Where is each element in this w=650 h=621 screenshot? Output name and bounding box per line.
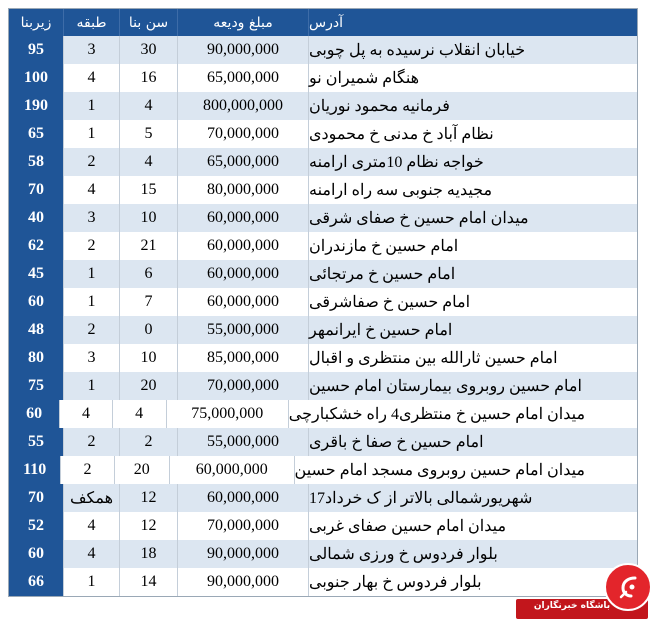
cell-age: 18 — [119, 540, 177, 568]
cell-deposit: 60,000,000 — [177, 232, 308, 260]
cell-deposit: 60,000,000 — [177, 204, 308, 232]
cell-age: 12 — [119, 484, 177, 512]
cell-deposit: 60,000,000 — [177, 288, 308, 316]
cell-floor: 3 — [63, 36, 119, 64]
cell-floor: 1 — [63, 92, 119, 120]
cell-floor: 4 — [63, 64, 119, 92]
cell-deposit: 70,000,000 — [177, 512, 308, 540]
cell-area: 190 — [9, 92, 63, 120]
cell-floor: همکف — [63, 484, 119, 512]
table-row — [9, 36, 637, 64]
cell-deposit: 65,000,000 — [177, 148, 308, 176]
cell-deposit: 55,000,000 — [177, 428, 308, 456]
cell-deposit: 65,000,000 — [177, 64, 308, 92]
cell-area: 60 — [9, 400, 59, 428]
cell-area: 40 — [9, 204, 63, 232]
cell-area: 48 — [9, 316, 63, 344]
cell-address: بلوار فردوس خ بهار جنوبی — [308, 568, 637, 596]
cell-address: میدان امام حسین خ صفای شرقی — [308, 204, 637, 232]
cell-area: 70 — [9, 484, 63, 512]
cell-age: 0 — [119, 316, 177, 344]
cell-age: 10 — [119, 204, 177, 232]
cell-deposit: 70,000,000 — [177, 120, 308, 148]
cell-age: 12 — [119, 512, 177, 540]
cell-area: 65 — [9, 120, 63, 148]
cell-floor: 1 — [63, 372, 119, 400]
table-row — [9, 260, 637, 288]
cell-area: 80 — [9, 344, 63, 372]
cell-area: 70 — [9, 176, 63, 204]
header-age: سن بنا — [119, 9, 177, 36]
cell-age: 21 — [119, 232, 177, 260]
table-row — [9, 148, 637, 176]
cell-deposit: 90,000,000 — [177, 568, 308, 596]
cell-floor: 3 — [63, 344, 119, 372]
cell-deposit: 90,000,000 — [177, 36, 308, 64]
cell-address: نظام آباد خ مدنی خ محمودی — [308, 120, 637, 148]
cell-area: 62 — [9, 232, 63, 260]
cell-address: بلوار فردوس خ ورزی شمالی — [308, 540, 637, 568]
cell-address: امام حسین خ مازندران — [308, 232, 637, 260]
cell-address: میدان امام حسین روبروی مسجد امام حسین — [294, 456, 637, 484]
cell-area: 66 — [9, 568, 63, 596]
cell-floor: 1 — [63, 568, 119, 596]
table-body — [9, 36, 637, 596]
cell-deposit: 90,000,000 — [177, 540, 308, 568]
header-floor: طبقه — [63, 9, 119, 36]
cell-deposit: 85,000,000 — [177, 344, 308, 372]
cell-area: 52 — [9, 512, 63, 540]
cell-deposit: 75,000,000 — [166, 400, 288, 428]
header-deposit: مبلغ ودیعه — [177, 9, 308, 36]
cell-floor: 2 — [63, 316, 119, 344]
cell-address: امام حسین خ مرتجائی — [308, 260, 637, 288]
table-row — [9, 428, 637, 456]
cell-age: 30 — [119, 36, 177, 64]
table-row — [9, 120, 637, 148]
table-row — [9, 484, 637, 512]
listing-table — [8, 8, 638, 597]
cell-age: 4 — [119, 92, 177, 120]
cell-floor: 2 — [63, 148, 119, 176]
cell-floor: 4 — [63, 512, 119, 540]
cell-area: 110 — [9, 456, 60, 484]
cell-address: امام حسین ثارالله بین منتظری و اقبال — [308, 344, 637, 372]
cell-address: شهریورشمالی بالاتر از ک خرداد17 — [308, 484, 637, 512]
cell-floor: 1 — [63, 120, 119, 148]
table-row — [9, 176, 637, 204]
cell-age: 7 — [119, 288, 177, 316]
cell-age: 20 — [114, 456, 169, 484]
cell-deposit: 60,000,000 — [177, 260, 308, 288]
cell-age: 15 — [119, 176, 177, 204]
cell-age: 10 — [119, 344, 177, 372]
cell-floor: 4 — [59, 400, 111, 428]
logo-text: باشگاه خبرنگاران — [533, 601, 611, 611]
table-row — [9, 204, 637, 232]
cell-address: امام حسین روبروی بیمارستان امام حسین — [308, 372, 637, 400]
cell-floor: 4 — [63, 176, 119, 204]
table-row — [9, 64, 637, 92]
cell-deposit: 60,000,000 — [177, 484, 308, 512]
cell-floor: 2 — [60, 456, 113, 484]
table-row — [9, 288, 637, 316]
header-address: آدرس — [308, 9, 637, 36]
table-row — [9, 92, 637, 120]
cell-floor: 2 — [63, 232, 119, 260]
cell-deposit: 80,000,000 — [177, 176, 308, 204]
cell-age: 4 — [112, 400, 166, 428]
cell-address: امام حسین خ صفاشرقی — [308, 288, 637, 316]
cell-age: 5 — [119, 120, 177, 148]
cell-area: 95 — [9, 36, 63, 64]
table-header — [9, 9, 637, 36]
cell-address: خواجه نظام 10متری ارامنه — [308, 148, 637, 176]
cell-address: امام حسین خ ایرانمهر — [308, 316, 637, 344]
table-row — [9, 400, 637, 428]
table-row — [9, 512, 637, 540]
cell-area: 58 — [9, 148, 63, 176]
cell-floor: 3 — [63, 204, 119, 232]
cell-age: 6 — [119, 260, 177, 288]
site-logo — [516, 563, 648, 619]
cell-floor: 1 — [63, 288, 119, 316]
cell-address: مجیدیه جنوبی سه راه ارامنه — [308, 176, 637, 204]
cell-area: 60 — [9, 540, 63, 568]
cell-address: امام حسین خ صفا خ باقری — [308, 428, 637, 456]
table-row — [9, 316, 637, 344]
cell-age: 4 — [119, 148, 177, 176]
cell-deposit: 55,000,000 — [177, 316, 308, 344]
cell-age: 2 — [119, 428, 177, 456]
cell-age: 14 — [119, 568, 177, 596]
cell-area: 45 — [9, 260, 63, 288]
cell-area: 75 — [9, 372, 63, 400]
cell-address: خیابان انقلاب نرسیده به پل چوبی — [308, 36, 637, 64]
cell-deposit: 60,000,000 — [169, 456, 294, 484]
cell-floor: 4 — [63, 540, 119, 568]
cell-floor: 2 — [63, 428, 119, 456]
cell-address: میدان امام حسین صفای غربی — [308, 512, 637, 540]
cell-area: 55 — [9, 428, 63, 456]
table-row — [9, 344, 637, 372]
jam-logo-icon — [604, 563, 650, 611]
header-area: زیربنا — [20, 14, 52, 31]
cell-address: میدان امام حسین خ منتظری4 راه خشکبارچی — [288, 400, 637, 428]
table-row — [9, 372, 637, 400]
cell-age: 16 — [119, 64, 177, 92]
cell-age: 20 — [119, 372, 177, 400]
cell-deposit: 800,000,000 — [177, 92, 308, 120]
cell-area: 100 — [9, 64, 63, 92]
cell-deposit: 70,000,000 — [177, 372, 308, 400]
table-row — [9, 456, 637, 484]
table-row — [9, 232, 637, 260]
cell-floor: 1 — [63, 260, 119, 288]
cell-address: هنگام شمیران نو — [308, 64, 637, 92]
cell-area: 60 — [9, 288, 63, 316]
cell-address: فرمانیه محمود نوریان — [308, 92, 637, 120]
